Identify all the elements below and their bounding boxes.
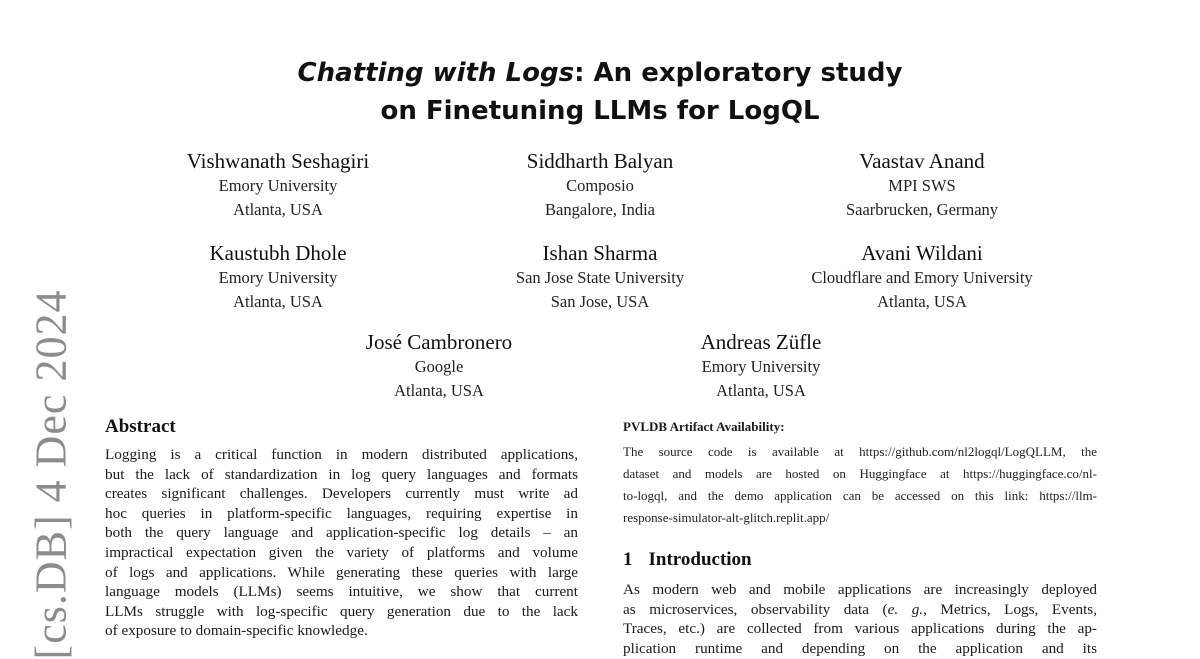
- author-block: [772, 148, 1072, 222]
- author-affiliation: San Jose State University: [515, 268, 685, 287]
- author-affiliation: Composio: [566, 176, 634, 195]
- introduction-body: [623, 580, 1097, 658]
- pvldb-heading: PVLDB Artifact Availability:: [623, 419, 785, 434]
- author-location: Atlanta, USA: [233, 292, 323, 311]
- abstract-line: LLMs struggle with log-specific query generation due to the lack: [105, 602, 578, 620]
- author-block: [289, 329, 589, 403]
- pvldb-line: dataset and models are hosted on Huggingface at https://huggingface.co/nl-: [623, 466, 1097, 481]
- abstract-line: creates significant challenges. Developers currently must write ad: [105, 485, 578, 503]
- author-location: Atlanta, USA: [394, 381, 484, 400]
- author-location: Saarbrucken, Germany: [845, 200, 999, 219]
- section-title: Introduction: [648, 549, 752, 570]
- author-name: Vaastav Anand: [859, 149, 985, 173]
- author-block: [128, 240, 428, 314]
- section-number: 1: [623, 549, 633, 570]
- arxiv-side-stamp: [8, 289, 94, 659]
- abstract-line: Logging is a critical function in modern distributed applications,: [105, 446, 578, 463]
- pvldb-line: to-logql, and the demo application can be accessed on this link: https://llm-: [623, 488, 1097, 503]
- abstract-line: of logs and applications. While generating these queries with large: [105, 563, 578, 581]
- abstract-line: but the lack of standardization in log query languages and formats: [105, 465, 578, 483]
- pvldb-line: response-simulator-alt-glitch.replit.app/: [623, 510, 830, 525]
- author-name: Vishwanath Seshagiri: [186, 149, 370, 173]
- author-location: Atlanta, USA: [716, 381, 806, 400]
- author-affiliation: MPI SWS: [888, 176, 956, 195]
- pvldb-body: [623, 441, 1097, 529]
- intro-line: plication runtime and depending on the application and its: [623, 639, 1097, 657]
- author-name: Avani Wildani: [861, 241, 983, 265]
- author-affiliation: Emory University: [218, 268, 338, 287]
- abstract-line: language models (LLMs) seems intuitive, we show that current: [105, 583, 578, 601]
- inline-emphasis: e. g.: [887, 600, 924, 618]
- title-line-1: [0, 54, 1200, 92]
- author-location: Atlanta, USA: [877, 292, 967, 311]
- title-line-2: on Finetuning LLMs for LogQL: [380, 96, 820, 126]
- author-name: Ishan Sharma: [542, 241, 658, 265]
- intro-line: As modern web and mobile applications are increasingly deployed: [623, 581, 1097, 598]
- author-affiliation: Emory University: [701, 357, 821, 376]
- abstract-heading: Abstract: [105, 416, 176, 437]
- author-name: Siddharth Balyan: [526, 149, 674, 173]
- abstract-body: [105, 445, 578, 641]
- author-name: Kaustubh Dhole: [209, 241, 347, 265]
- author-location: San Jose, USA: [550, 292, 650, 311]
- author-affiliation: Google: [414, 357, 464, 376]
- abstract-line: both the query language and application-specific log details – an: [105, 524, 578, 542]
- author-block: [450, 240, 750, 314]
- author-affiliation: Cloudflare and Emory University: [811, 268, 1033, 287]
- paper-title: [0, 54, 1200, 130]
- abstract-line: of exposure to domain-specific knowledge.: [105, 622, 368, 640]
- author-location: Atlanta, USA: [233, 200, 323, 219]
- pvldb-line: The source code is available at https://github.com/nl2logql/LogQLLM, the: [623, 444, 1097, 459]
- introduction-heading: [623, 549, 752, 571]
- author-affiliation: Emory University: [218, 176, 338, 195]
- author-name: Andreas Züfle: [700, 330, 822, 354]
- abstract-line: impractical expectation given the variety of platforms and volume: [105, 543, 578, 561]
- author-block: [772, 240, 1072, 314]
- intro-line: Traces, etc.) are collected from various applications during the ap-: [623, 620, 1097, 638]
- abstract-line: hoc queries in platform-specific languages, requiring expertise in: [105, 504, 578, 522]
- arxiv-stamp-text: [cs.DB] 4 Dec 2024: [26, 289, 76, 659]
- author-block: [128, 148, 428, 222]
- intro-line: as microservices, observability data (e. g., Metrics, Logs, Events,: [623, 600, 1098, 618]
- author-block: [611, 329, 911, 403]
- title-rest: : An exploratory study: [574, 58, 903, 88]
- author-name: José Cambronero: [365, 330, 513, 354]
- title-italic-part: Chatting with Logs: [297, 58, 575, 88]
- author-location: Bangalore, India: [545, 200, 655, 219]
- author-block: [450, 148, 750, 222]
